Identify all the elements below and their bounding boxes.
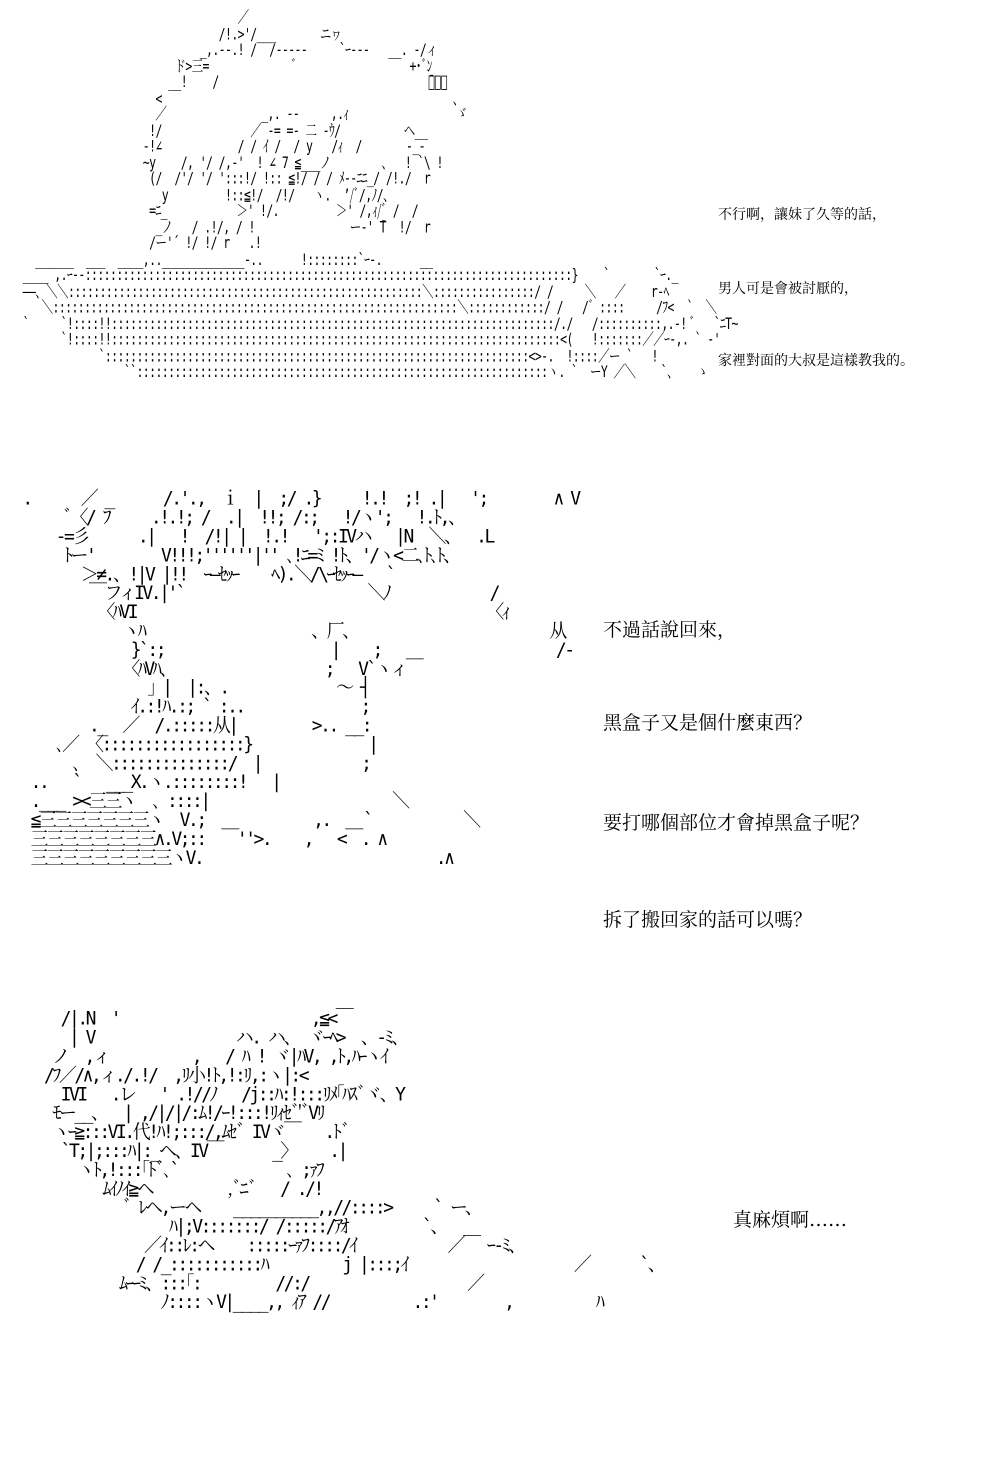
- dialogue-line: 黑盒子又是個什麼東西？: [603, 712, 813, 734]
- ascii-art-character-leaning: ／ /!.>'/___ ニヮ _,.--.! / /‐‐‐‐- `ｰ--- __. -/ィ ド>三= ゛ +･ﾞﾝ __! / ̄ﾞ、、 < 、 ／ _,. -‐ ,.ｨ ゞ !/ ／ ‐= =‐ 二 -ｳ/ ヘ__ -!∠ / / ｲ / / y /ｨ / -_‐ ~y /, '/ /,-' ! ∠ 7 ≦___ノ 、 ! `\ ! (/ /'/ '/ ':::!/ !:: ≦!/ / / ﾒ--ﾆﾆ_/ /!./ r y !::≦!/ /!/ ヽ. ’/ﾞ/,ﾉ/、 =ﾆ_ ＞' !/. ＞' /,ｨ/ﾞ / / _ノ / .!/, / ! ー‐' ̄T !/ r /ー'´ !/ !/ r .! ______ ___ ____,.._____________-.. !::::::::`ｰ-. __ ____ ,.ｰ--:::::::::::::::::::::::::::::::::::::::::::::::::::::::::::::::::::::::::::::} ` `ｰ._ ――、＼＼::::::::::::::::::::::::::::::::::::::::::::::::::::::::＼::::::::::::::::/ / ＼ ／ r-ﾍ ＼::::::::::::::::::::::::::::::::::::::::::::::::::::::::::::::::＼::::::::::::/ / /゛:::: /ﾌ< ` ＼ ` `!::::!!::::::::::::::::::::::::::::::::::::::::::::::::::::::::::::::::::::::/./ /::::::::::,.-! ﾞ `ﾆT~ `!::::!!:::::::::::::::::::::::::::::::::::::::::::::::::::::::::::::::::::::::<( !:::::::／／ｰ-,. ` ‐' `:::::::::::::::::::::::::::::::::::::::::::::::::::::::::::::::::::<>-. !::::／ー ` ! ``:::::::::::::::::::::::::::::::::::::::::::::::::::::::::::::::::ヽ. ` ーY ／＼ `、 ゝ: [22, 7, 738, 381]
- dialogue-line: 不過話說回來，: [603, 619, 737, 641]
- manga-panel-2: [0, 480, 1000, 1000]
- ascii-art-character-annoyed: /|.N ' ,≦<￣ | V ハ. ハ、 ヾｰﾍ> 、-ﾐ、 ノ ,ィ , / ﾊ ! ヾ|ﾊV, ,ﾄ,ﾊｰヽｲ /ﾌ／/∧,ィ./.!/ ,ﾘ小!ﾄ,!:ﾘ,:ヽ|:< IVI .レ ' .!//ﾉ /j::ﾊ:!:::ﾘﾒ｢ﾊｽﾞヾ、Y ﾓー__、 | ,/|/|/:ﾑ!/ｰ!:::!ﾘｨｾﾞ'ﾞVﾘ ヽｰ≧:::VI.代!ﾊ!;:::/,ﾑｾﾞ IVヾ￣ .ﾄﾞ `T;|;:::ﾊ|:_ヘ、IV￣ _〉 .| ヽﾄ,!:::｢ﾄﾞ､` ､ ;ｧﾌ ﾑｲﾉｲ≧ヘ ,ﾞﾆﾞ / ./! ﾞ ﾚヘ,ーヘ __________,,//::::> ` ー、 ﾊ|;V:::::::/ /:::::/ｱｵ `、 ／ｲ::ﾚ:ヘ :::::ｰｧﾌ::::/ｲ ／￣ ｰ-ﾐ、 / /_:::::::::::ﾊ j |:::;ｲ ／ `、 ﾑｰｰﾐ、:::｢: //:/ ／ ﾉ::::ヽV|____,, ｨｱ // .:' , ﾊ: [44, 1007, 664, 1314]
- manga-panel-1: [0, 0, 1000, 480]
- ascii-art-character-thinking: . ／ _ /.'., ｉ | ;/ .} !.! ;! .| '; ∧ V ﾞ〈/ ﾌ .!.!; / .| !!; /:; !/ヽ'; !.ﾄ,、 ‐=彡 .| ! /!| | !.! ';:IVハ |N ＼、 .L ﾄー' V!!!;''''''|'' ､!ﾆ=ﾐ !ﾄ、'/ヽ<二､ﾄ､ﾄ、 ＞≠.、!|V |!! ｰ―ｾｯｰ ﾍ).＼/\ｰｾｯｰ― ` ￣フィIV.|'` ＼ﾉ / 〈ﾊVI 〈ｨ ヽﾊ 、厂、 从 }`:; | ; /‐ 〈ﾊVﾊ、 ; V`ヽィ￣ ｣ | |:、. ～ ┤ ｲ.:!ﾊ.:; ` :.. ; ._ ／ /.:::::从| >.. __: ､／ 〈:::::::::::::::::} | ､ ＼::::::::::::::/ | ; .. ` ___X.ヽ.::::::::! | .___ ><三三ヽ ､ ::::| ＼ ≦三三三三三三三ヽ V.; ,. ` ＼ 三三三三三三三三∧.V;:: ￣''>. , <￣. ∧ 三三三三三三三三三ヽV. .∧: [22, 487, 579, 870]
- dialogue-line: 拆了搬回家的話可以嗎？: [603, 909, 813, 931]
- dialogue-line: 男人可是會被討厭的，: [718, 281, 858, 297]
- dialogue-line: 要打哪個部位才會掉黑盒子呢？: [603, 812, 870, 834]
- dialogue-line: 真麻煩啊……: [733, 1209, 848, 1231]
- dialogue-line: 家裡對面的大叔是這樣教我的。: [718, 353, 914, 369]
- dialogue-line: 不行啊，讓妹了久等的話，: [718, 207, 886, 223]
- manga-panel-3: [0, 1000, 1000, 1460]
